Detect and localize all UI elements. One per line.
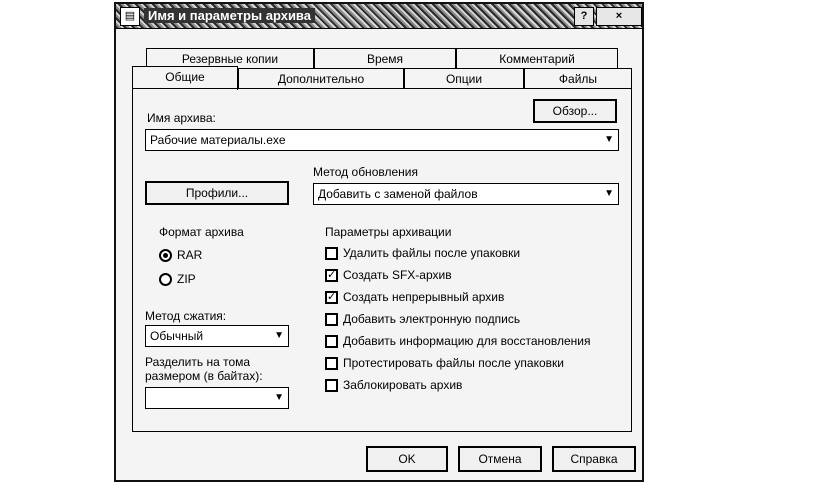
checkbox[interactable]: ✓ (327, 291, 337, 303)
archive-name-label: Имя архива: (147, 111, 216, 125)
zip-label: ZIP (177, 272, 196, 286)
compression-combo[interactable] (145, 325, 289, 347)
checkbox[interactable] (325, 379, 338, 392)
chevron-down-icon[interactable]: ▼ (274, 330, 284, 341)
compression-label: Метод сжатия: (145, 309, 227, 323)
profiles-button[interactable]: Профили... (145, 181, 289, 205)
tab-general[interactable]: Общие (132, 66, 238, 90)
tab-comment[interactable]: Комментарий (456, 48, 618, 68)
cancel-button[interactable]: Отмена (458, 446, 542, 472)
tab-options[interactable]: Опции (404, 68, 524, 88)
chevron-down-icon[interactable]: ▼ (604, 134, 614, 145)
chevron-down-icon[interactable]: ▼ (274, 392, 284, 403)
zip-radio[interactable] (159, 273, 172, 286)
tab-advanced[interactable]: Дополнительно (238, 68, 404, 88)
window-title: Имя и параметры архива (144, 8, 315, 23)
tab-time[interactable]: Время (314, 48, 456, 68)
checkbox[interactable] (325, 247, 338, 260)
split-size-combo[interactable] (145, 387, 289, 409)
archive-params-label: Параметры архивации (325, 225, 452, 239)
tab-files[interactable]: Файлы (524, 68, 632, 88)
ok-button[interactable]: OK (366, 446, 448, 472)
close-button[interactable]: × (596, 7, 642, 26)
compression-value: Обычный (150, 329, 204, 343)
checkbox[interactable]: ✓ (327, 269, 337, 281)
checkbox[interactable] (325, 313, 338, 326)
update-method-combo[interactable] (313, 183, 619, 205)
help-title-button[interactable]: ? (574, 7, 594, 26)
archive-format-label: Формат архива (159, 225, 244, 239)
update-method-label: Метод обновления (313, 165, 418, 179)
browse-button[interactable]: Обзор... (533, 99, 617, 123)
update-method-value: Добавить с заменой файлов (318, 187, 478, 201)
split-label-line2: размером (в байтах): (145, 369, 263, 383)
split-label-line1: Разделить на тома (145, 355, 251, 369)
archive-icon: ▤ (120, 7, 140, 26)
title-bar (116, 4, 642, 29)
archive-dialog (114, 2, 644, 482)
help-button[interactable]: Справка (552, 446, 636, 472)
checkbox[interactable] (325, 335, 338, 348)
checkbox[interactable] (325, 357, 338, 370)
chevron-down-icon[interactable]: ▼ (604, 188, 614, 199)
archive-name-combo[interactable] (145, 129, 619, 151)
rar-radio[interactable] (159, 249, 172, 262)
tab-panel-general: Имя архива: Обзор... Рабочие материалы.exe ▼ Метод обновления Профили... Добавить с заменой файлов ▼ Формат архива RAR ZIP Метод сжатия: Обычный ▼ Разделить на тома размером (в байтах): ▼ Параметры архивации Удалить файлы после упаковки ✓ Создать SFX-архив ✓ Создать непрерывный архив Добавить электронную подпись Добавить информацию для восстановления Протестировать файлы после упаковки Заблокировать архив (132, 88, 632, 432)
tab-backups[interactable]: Резервные копии (146, 48, 314, 68)
archive-name-value: Рабочие материалы.exe (150, 133, 286, 147)
rar-label: RAR (177, 248, 203, 262)
